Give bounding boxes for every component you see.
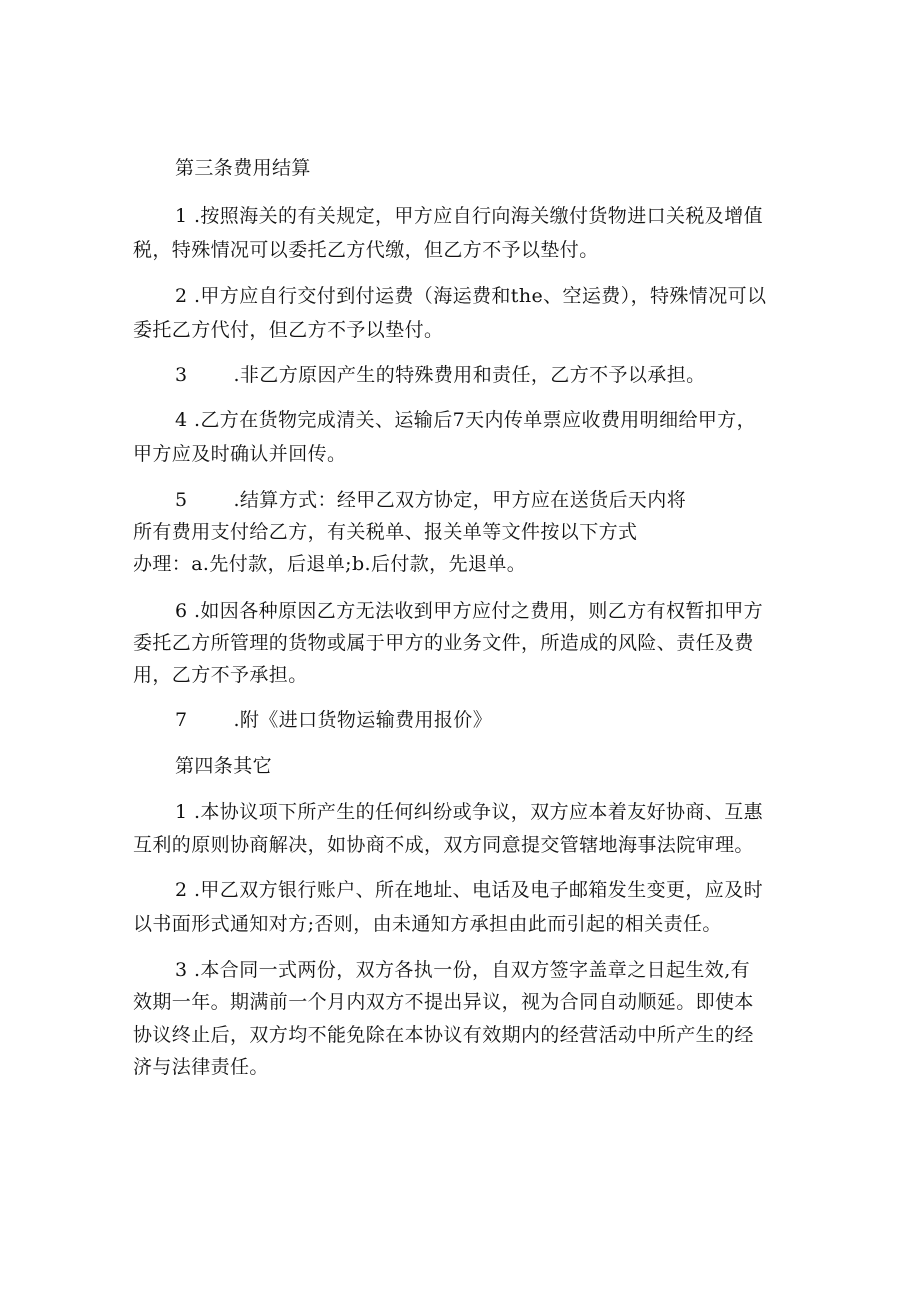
clause-4-1-line-2: 互利的原则协商解决，如协商不成，双方同意提交管辖地海事法院审理。: [133, 834, 754, 856]
clause-3-2-line-2: 委托乙方代付，但乙方不予以垫付。: [133, 319, 444, 341]
clause-4-2-line-1: [175, 876, 763, 904]
section-heading-3: 第三条费用结算: [175, 157, 311, 179]
clause-text: .按照海关的有关规定，甲方应自行向海关缴付货物进口关税及增值: [193, 205, 763, 227]
clause-number: 1: [175, 205, 188, 227]
clause-3-1-line-2: 税，特殊情况可以委托乙方代缴，但乙方不予以垫付。: [133, 239, 599, 261]
clause-3-7-line-1: [175, 706, 492, 734]
clause-3-4-line-1: [175, 406, 756, 434]
clause-3-4-line-2: 甲方应及时确认并回传。: [133, 443, 347, 465]
clause-text: .甲乙双方银行账户、所在地址、电话及电子邮箱发生变更，应及时: [193, 879, 763, 901]
clause-3-5-line-1: [175, 486, 686, 514]
clause-3-5-line-3: 办理：a.先付款，后退单;b.后付款，先退单。: [133, 553, 527, 575]
clause-text: .附《进口货物运输费用报价》: [233, 709, 493, 731]
clause-3-1-line-1: [175, 202, 763, 230]
clause-3-3-line-1: [175, 361, 706, 389]
clause-text: .结算方式：经甲乙双方协定，甲方应在送货后天内将: [233, 489, 687, 511]
clause-text: .非乙方原因产生的特殊费用和责任，乙方不予以承担。: [233, 364, 706, 386]
clause-4-1-line-1: [175, 798, 763, 826]
clause-text: .本合同一式两份，双方各执一份，自双方签字盖章之日起生效,有: [193, 959, 751, 981]
clause-4-3-line-2: 效期一年。期满前一个月内双方不提出异议，视为合同自动顺延。即使本: [133, 991, 754, 1013]
clause-number: 7: [175, 709, 188, 731]
clause-3-5-line-2: 所有费用支付给乙方，有关税单、报关单等文件按以下方式: [133, 521, 638, 543]
clause-number: 1: [175, 801, 188, 823]
clause-number: 2: [175, 879, 188, 901]
clause-3-6-line-3: 用，乙方不予承担。: [133, 664, 308, 686]
clause-number: 4: [175, 409, 188, 431]
clause-number: 5: [175, 489, 188, 511]
clause-text: .如因各种原因乙方无法收到甲方应付之费用，则乙方有权暂扣甲方: [193, 600, 763, 622]
clause-3-6-line-2: 委托乙方所管理的货物或属于甲方的业务文件，所造成的风险、责任及费: [133, 632, 754, 654]
clause-4-3-line-3: 协议终止后，双方均不能免除在本协议有效期内的经营活动中所产生的经: [133, 1024, 754, 1046]
clause-text: .乙方在货物完成清关、运输后7天内传单票应收费用明细给甲方，: [193, 409, 757, 431]
clause-4-3-line-1: [175, 956, 750, 984]
clause-text: .本协议项下所产生的任何纠纷或争议，双方应本着友好协商、互惠: [193, 801, 763, 823]
clause-number: 6: [175, 600, 188, 622]
clause-4-3-line-4: 济与法律责任。: [133, 1056, 269, 1078]
clause-number: 3: [175, 959, 188, 981]
clause-text: .甲方应自行交付到付运费（海运费和the、空运费），特殊情况可以: [193, 285, 767, 307]
clause-number: 3: [175, 364, 188, 386]
clause-3-6-line-1: [175, 597, 763, 625]
section-heading-4: 第四条其它: [175, 755, 273, 777]
clause-4-2-line-2: 以书面形式通知对方;否则，由未通知方承担由此而引起的相关责任。: [133, 913, 722, 935]
clause-3-2-line-1: [175, 282, 766, 310]
clause-number: 2: [175, 285, 188, 307]
